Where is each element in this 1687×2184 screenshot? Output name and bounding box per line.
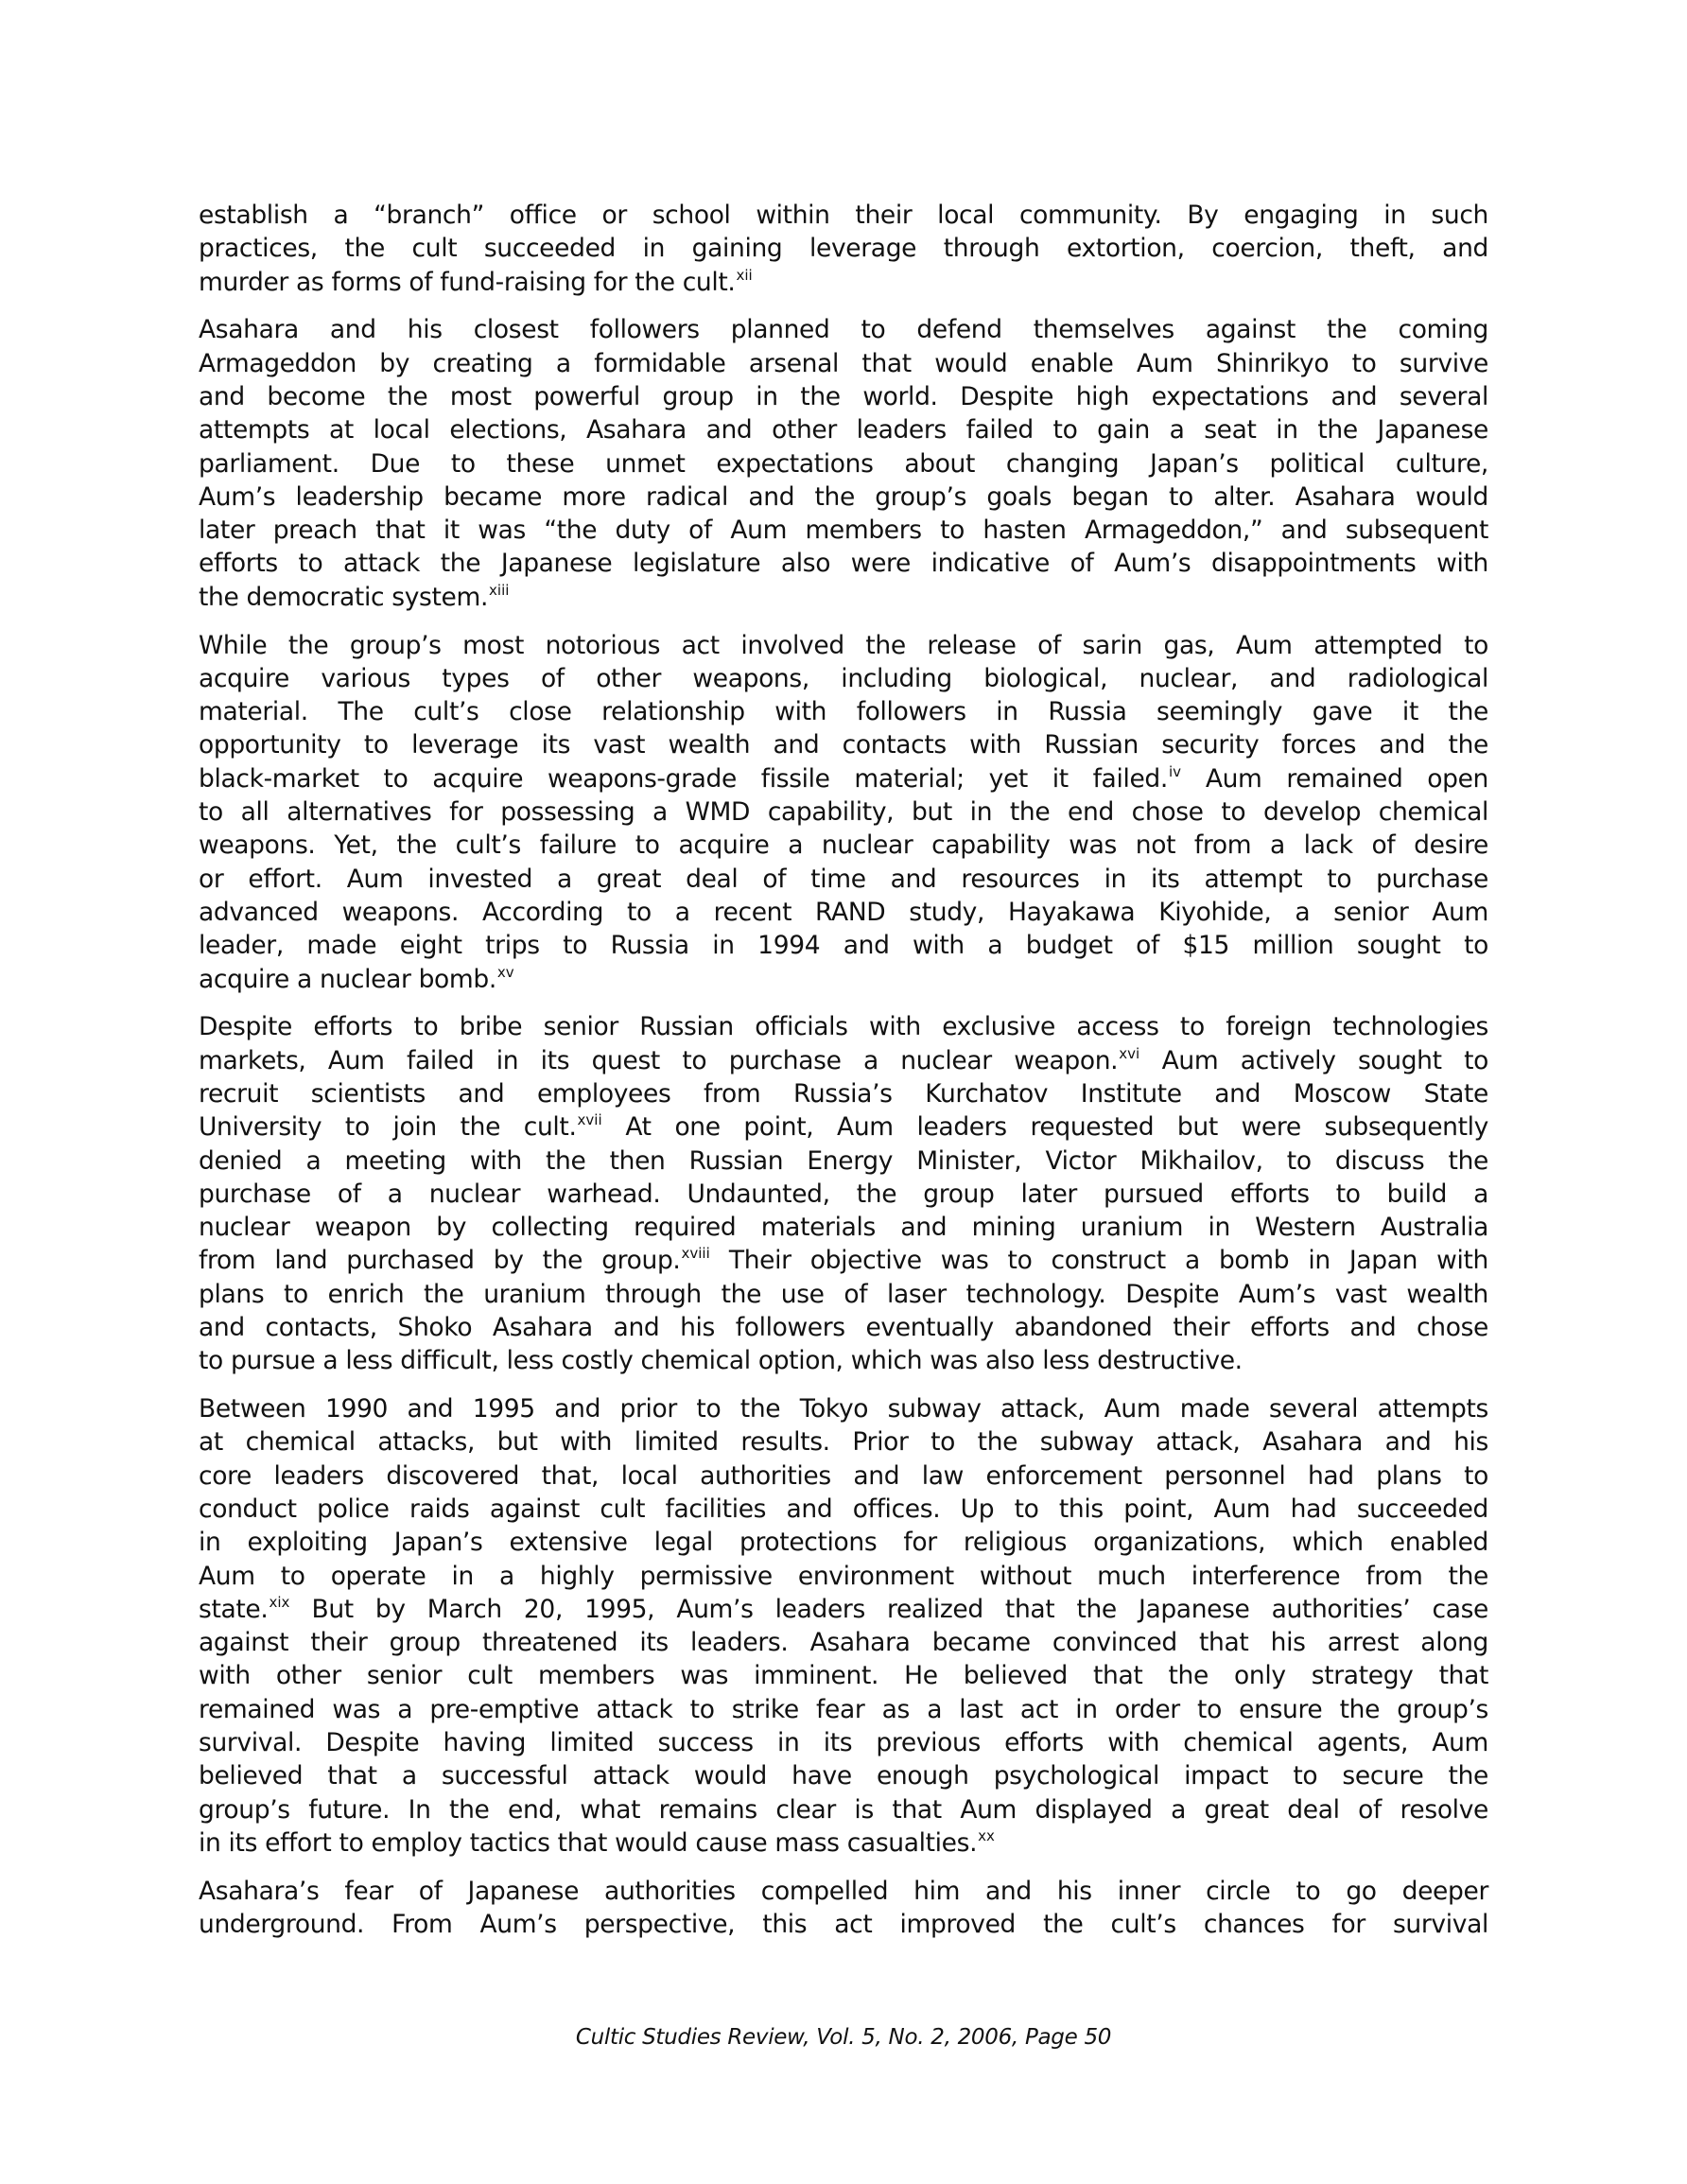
text-line xyxy=(199,447,1488,480)
text-run: Aum remained open xyxy=(1181,763,1488,794)
paragraph xyxy=(199,199,1488,299)
text-run: and become the most powerful group in the world. Despite high expectations and several xyxy=(199,381,1488,411)
text-run: Despite efforts to bribe senior Russian officials with exclusive access to foreign technologies xyxy=(199,1012,1488,1042)
text-run: acquire various types of other weapons, including biological, nuclear, and radiological xyxy=(199,663,1488,693)
paragraph xyxy=(199,313,1488,614)
text-line xyxy=(199,695,1488,728)
text-run: in its effort to employ tactics that would cause mass casualties. xyxy=(199,1827,978,1858)
text-line xyxy=(199,1311,1488,1344)
text-run: or effort. Aum invested a great deal of time and resources in its attempt to purchase xyxy=(199,864,1488,894)
text-line xyxy=(199,863,1488,896)
text-run: underground. From Aum’s perspective, this act improved the cult’s chances for survival xyxy=(199,1910,1488,1940)
text-run: denied a meeting with the then Russian Energy Minister, Victor Mikhailov, to discuss the xyxy=(199,1145,1488,1176)
text-run: efforts to attack the Japanese legislature also were indicative of Aum’s disappointments with xyxy=(199,549,1488,579)
text-line xyxy=(199,380,1488,413)
footnote-reference[interactable]: xvii xyxy=(577,1111,602,1129)
text-run: to pursue a less difficult, less costly chemical option, which was also less destructive. xyxy=(199,1346,1243,1376)
text-run: At one point, Aum leaders requested but were subsequently xyxy=(601,1112,1488,1143)
text-line xyxy=(199,1211,1488,1244)
text-run: establish a “branch” office or school within their local community. By engaging in such xyxy=(199,201,1488,230)
text-line xyxy=(199,1593,1488,1626)
text-run: at chemical attacks, but with limited results. Prior to the subway attack, Asahara and his xyxy=(199,1427,1488,1458)
footnote-reference[interactable]: xix xyxy=(269,1593,290,1611)
text-line xyxy=(199,313,1488,346)
text-run: Their objective was to construct a bomb in Japan with xyxy=(709,1246,1488,1276)
footnote-reference[interactable]: xx xyxy=(978,1826,995,1844)
footnote-reference[interactable]: xv xyxy=(496,963,514,981)
text-run: black-market to acquire weapons-grade fissile material; yet it failed. xyxy=(199,763,1168,794)
text-line xyxy=(199,1560,1488,1593)
text-run: Aum to operate in a highly permissive environment without much interference from the xyxy=(199,1561,1488,1591)
text-run: core leaders discovered that, local authorities and law enforcement personnel had plans to xyxy=(199,1460,1488,1491)
text-line xyxy=(199,1908,1488,1941)
text-run: later preach that it was “the duty of Aum members to hasten Armageddon,” and subsequent xyxy=(199,515,1488,546)
text-run: leader, made eight trips to Russia in 1994 and with a budget of $15 million sought to xyxy=(199,931,1488,961)
text-line xyxy=(199,1526,1488,1559)
text-line xyxy=(199,1693,1488,1726)
text-run: state. xyxy=(199,1594,269,1624)
text-run: against their group threatened its leaders. Asahara became convinced that his arrest along xyxy=(199,1628,1488,1658)
text-line xyxy=(199,413,1488,446)
text-run: to all alternatives for possessing a WMD capability, but in the end chose to develop chemical xyxy=(199,797,1488,828)
text-run: Armageddon by creating a formidable arsenal that would enable Aum Shinrikyo to survive xyxy=(199,348,1488,378)
text-line xyxy=(199,1493,1488,1526)
text-line xyxy=(199,1759,1488,1792)
text-line xyxy=(199,1459,1488,1493)
text-run: in exploiting Japan’s extensive legal protections for religious organizations, which enabled xyxy=(199,1528,1488,1558)
text-run: plans to enrich the uranium through the use of laser technology. Despite Aum’s vast wealth xyxy=(199,1279,1488,1309)
text-line xyxy=(199,1793,1488,1826)
text-run: the democratic system. xyxy=(199,582,489,612)
text-line xyxy=(199,1244,1488,1277)
text-run: parliament. Due to these unmet expectations about changing Japan’s political culture, xyxy=(199,448,1488,479)
text-line xyxy=(199,1144,1488,1178)
text-run: Aum actively sought to xyxy=(1139,1045,1489,1075)
text-line xyxy=(199,266,1488,299)
text-line xyxy=(199,1659,1488,1692)
text-line xyxy=(199,1178,1488,1211)
footnote-reference[interactable]: iv xyxy=(1168,762,1182,780)
text-run: nuclear weapon by collecting required materials and mining uranium in Western Australia xyxy=(199,1213,1488,1243)
text-line xyxy=(199,1726,1488,1759)
text-line xyxy=(199,829,1488,862)
text-run: remained was a pre-emptive attack to strike fear as a last act in order to ensure the group’s xyxy=(199,1694,1488,1724)
text-line xyxy=(199,1278,1488,1311)
text-run: group’s future. In the end, what remains clear is that Aum displayed a great deal of resolve xyxy=(199,1794,1488,1825)
footnote-reference[interactable]: xii xyxy=(736,266,753,284)
text-line xyxy=(199,1344,1488,1377)
text-run: Aum’s leadership became more radical and the group’s goals began to alter. Asahara would xyxy=(199,481,1488,512)
text-run: believed that a successful attack would have enough psychological impact to secure the xyxy=(199,1761,1488,1791)
text-line xyxy=(199,929,1488,962)
text-run: from land purchased by the group. xyxy=(199,1246,681,1276)
text-run: attempts at local elections, Asahara and other leaders failed to gain a seat in the Japanese xyxy=(199,415,1488,446)
text-run: recruit scientists and employees from Russia’s Kurchatov Institute and Moscow State xyxy=(199,1078,1488,1109)
text-line xyxy=(199,896,1488,929)
text-run: with other senior cult members was imminent. He believed that the only strategy that xyxy=(199,1661,1488,1691)
text-run: advanced weapons. According to a recent RAND study, Hayakawa Kiyohide, a senior Aum xyxy=(199,897,1488,927)
text-line xyxy=(199,1626,1488,1659)
text-line xyxy=(199,480,1488,514)
text-run: opportunity to leverage its vast wealth and contacts with Russian security forces and the xyxy=(199,730,1488,760)
text-line xyxy=(199,1826,1488,1860)
paragraph xyxy=(199,629,1488,996)
text-run: acquire a nuclear bomb. xyxy=(199,964,496,994)
text-line xyxy=(199,1044,1488,1077)
text-line xyxy=(199,795,1488,829)
text-line xyxy=(199,1110,1488,1144)
paragraph xyxy=(199,1392,1488,1860)
paragraph xyxy=(199,1010,1488,1377)
text-run: and contacts, Shoko Asahara and his followers eventually abandoned their efforts and chose xyxy=(199,1313,1488,1342)
text-line xyxy=(199,1077,1488,1110)
text-line xyxy=(199,1425,1488,1459)
text-line xyxy=(199,1010,1488,1043)
text-line xyxy=(199,514,1488,547)
text-run: survival. Despite having limited success in its previous efforts with chemical agents, Aum xyxy=(199,1728,1488,1758)
text-run: While the group’s most notorious act involved the release of sarin gas, Aum attempted to xyxy=(199,630,1488,660)
paragraph xyxy=(199,1875,1488,1942)
text-run: murder as forms of fund-raising for the cult. xyxy=(199,267,736,297)
text-line xyxy=(199,728,1488,761)
text-run: University to join the cult. xyxy=(199,1112,577,1143)
text-run: conduct police raids against cult facilities and offices. Up to this point, Aum had succeeded xyxy=(199,1494,1488,1524)
text-line xyxy=(199,762,1488,795)
text-line xyxy=(199,581,1488,614)
text-line xyxy=(199,963,1488,996)
text-line xyxy=(199,199,1488,232)
footnote-reference[interactable]: xvi xyxy=(1119,1044,1140,1062)
footnote-reference[interactable]: xiii xyxy=(489,581,510,599)
text-run: But by March 20, 1995, Aum’s leaders realized that the Japanese authorities’ case xyxy=(289,1594,1488,1624)
text-run: Asahara’s fear of Japanese authorities compelled him and his inner circle to go deeper xyxy=(199,1876,1488,1906)
text-line xyxy=(199,547,1488,580)
footnote-reference[interactable]: xviii xyxy=(681,1245,710,1263)
text-line xyxy=(199,629,1488,662)
text-run: markets, Aum failed in its quest to purchase a nuclear weapon. xyxy=(199,1045,1119,1075)
text-line xyxy=(199,1392,1488,1425)
text-line xyxy=(199,347,1488,380)
page-footer-citation: Cultic Studies Review, Vol. 5, No. 2, 2006, Page 50 xyxy=(575,2025,1112,2050)
text-run: purchase of a nuclear warhead. Undaunted, the group later pursued efforts to build a xyxy=(199,1179,1488,1209)
text-run: practices, the cult succeeded in gaining leverage through extortion, coercion, theft, and xyxy=(199,234,1488,264)
text-line xyxy=(199,662,1488,695)
text-line xyxy=(199,1875,1488,1908)
text-run: Asahara and his closest followers planned to defend themselves against the coming xyxy=(199,315,1488,345)
text-run: Between 1990 and 1995 and prior to the Tokyo subway attack, Aum made several attempts xyxy=(199,1394,1488,1424)
text-run: material. The cult’s close relationship with followers in Russia seemingly gave it the xyxy=(199,697,1488,727)
text-run: weapons. Yet, the cult’s failure to acquire a nuclear capability was not from a lack of desire xyxy=(199,830,1488,861)
text-line xyxy=(199,232,1488,265)
article-body xyxy=(199,199,1488,1956)
